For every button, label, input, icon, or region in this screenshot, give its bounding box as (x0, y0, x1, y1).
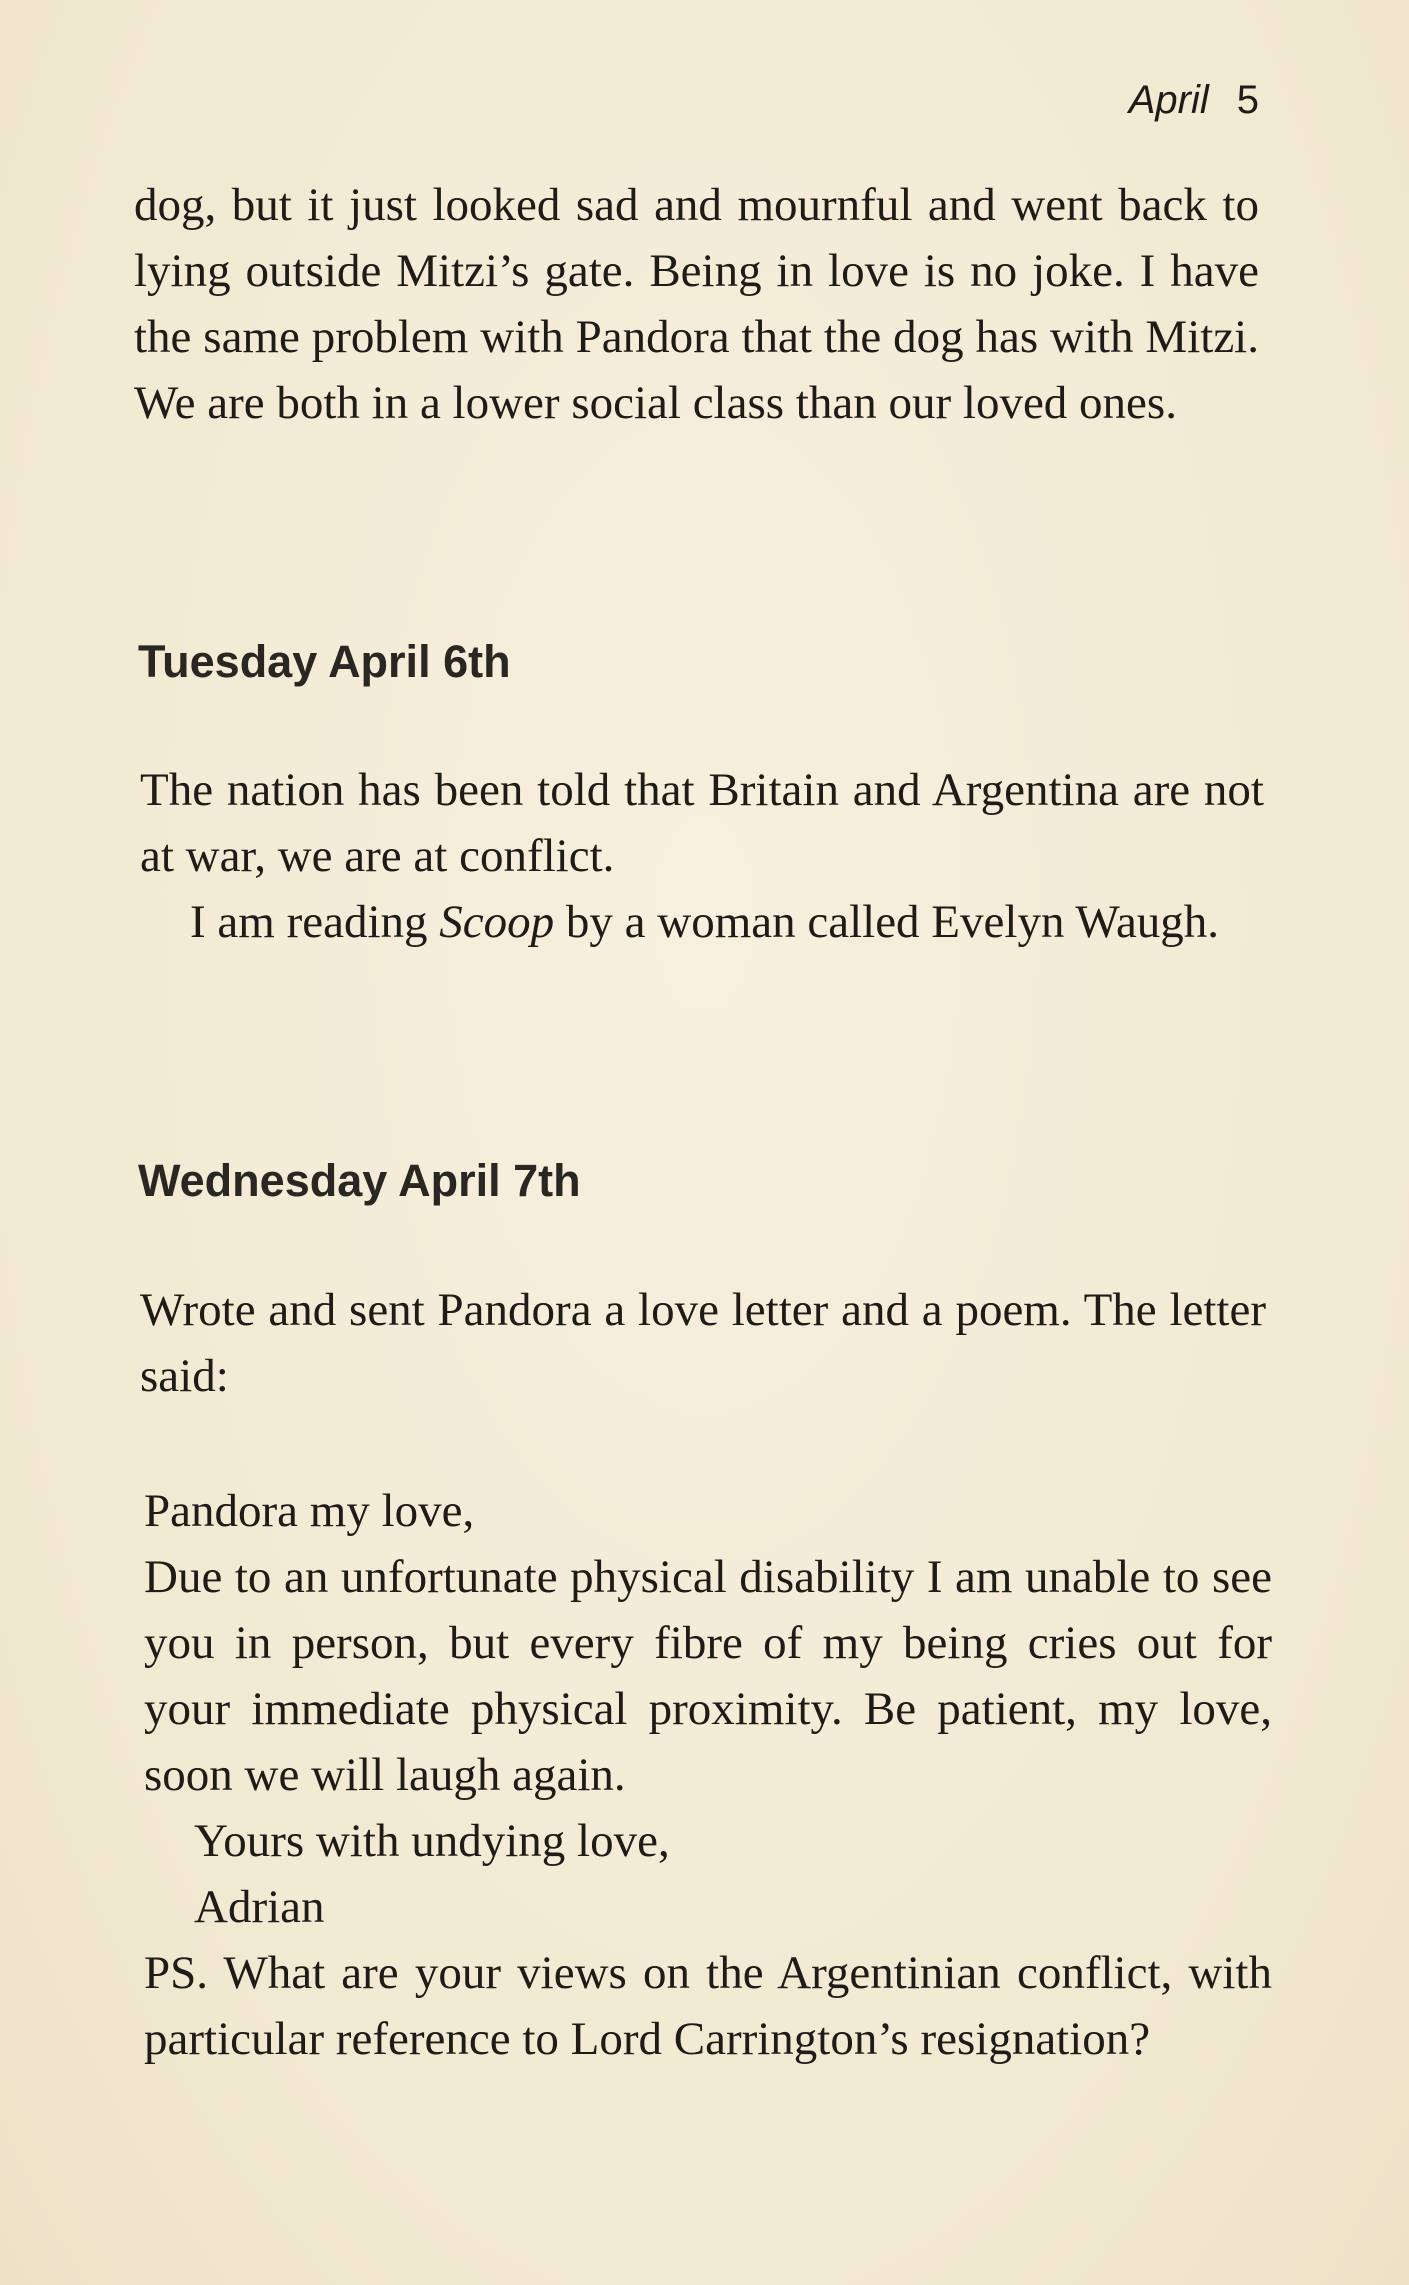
entry-paragraph: Wrote and sent Pandora a love letter and a poem. The letter said: (140, 1284, 1266, 1402)
entry-paragraph (140, 889, 1264, 955)
entry-body-tuesday (140, 757, 1264, 955)
page-number: 5 (1236, 78, 1259, 122)
text-run: I am reading (190, 896, 440, 948)
paragraph-text: dog, but it just looked sad and mournful and went back to lying outside Mitzi’s gate. Being in love is no joke. I have the same problem with Pandora that the dog has with Mitzi. We are both in a lower social class than our loved ones. (134, 179, 1259, 429)
letter-postscript: PS. What are your views on the Argentinian conflict, with particular reference to Lord Carrington’s resignation? (144, 1947, 1272, 2065)
letter-block (144, 1478, 1272, 2072)
letter-body: Due to an unfortunate physical disability I am unable to see you in person, but every fibre of my being cries out for your immediate physical proximity. Be patient, my love, soon we will laugh again. (144, 1551, 1272, 1801)
continued-paragraph (134, 172, 1259, 436)
letter-closing: Yours with undying love, (194, 1815, 670, 1867)
entry-body-wednesday (140, 1277, 1266, 1409)
letter-signature: Adrian (194, 1881, 325, 1933)
entry-heading-wednesday: Wednesday April 7th (138, 1155, 581, 1206)
running-head (1129, 78, 1259, 123)
entry-heading-tuesday: Tuesday April 6th (138, 636, 511, 687)
letter-salutation: Pandora my love, (144, 1485, 475, 1537)
running-head-section: April (1128, 78, 1209, 122)
entry-paragraph: The nation has been told that Britain and Argentina are not at war, we are at conflict. (140, 764, 1264, 882)
text-run: by a woman called Evelyn Waugh. (554, 896, 1220, 948)
book-title: Scoop (439, 896, 555, 948)
